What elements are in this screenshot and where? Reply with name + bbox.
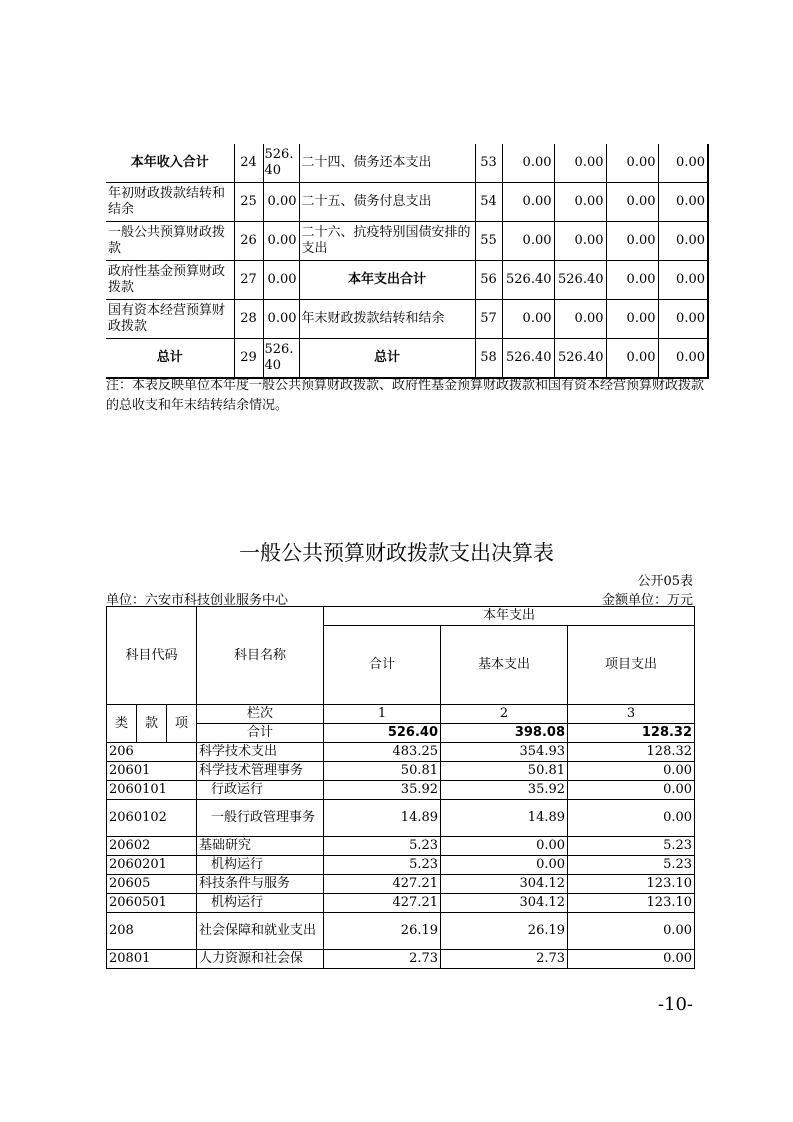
header-column-no: 栏次 [197, 705, 324, 724]
subject-name: 科技条件与服务 [197, 875, 324, 894]
row-project: 0.00 [568, 950, 695, 969]
row-total: 5.23 [324, 856, 441, 875]
income-item-value: 0.00 [263, 300, 299, 339]
row-project: 0.00 [568, 762, 695, 781]
income-item-name: 一般公共预算财政拨款 [106, 222, 234, 261]
subject-name: 人力资源和社会保 [197, 950, 324, 969]
income-item-name: 本年收入合计 [106, 144, 234, 183]
row-project: 5.23 [568, 856, 695, 875]
table-row [107, 800, 695, 837]
expense-value-4: 0.00 [658, 300, 708, 339]
expense-item-line: 54 [475, 183, 502, 222]
row-total: 26.19 [324, 913, 441, 950]
income-item-value: 526.40 [263, 144, 299, 183]
expense-item-line: 53 [475, 144, 502, 183]
unit-label: 单位：六安市科技创业服务中心 [106, 593, 289, 608]
header-row-1 [107, 607, 695, 626]
header-xiang: 项 [167, 705, 197, 743]
total-project: 128.32 [568, 724, 695, 743]
amount-unit-label: 金额单位：万元 [601, 593, 693, 608]
income-expense-summary-table [106, 144, 709, 379]
page-number: -10- [657, 994, 693, 1015]
subject-code: 206 [107, 743, 197, 762]
table-row [107, 837, 695, 856]
header-code: 科目代码 [107, 607, 197, 705]
income-item-line: 25 [234, 183, 263, 222]
expense-item-line: 57 [475, 300, 502, 339]
row-total: 14.89 [324, 800, 441, 837]
income-item-value: 526.40 [263, 339, 299, 379]
income-item-name: 国有资本经营预算财政拨款 [106, 300, 234, 339]
row-basic: 2.73 [441, 950, 568, 969]
row-total: 35.92 [324, 781, 441, 800]
table-row [107, 894, 695, 913]
expense-value-3: 0.00 [606, 339, 658, 379]
subject-code: 20605 [107, 875, 197, 894]
expense-value-3: 0.00 [606, 183, 658, 222]
expense-value-1: 526.40 [502, 339, 554, 379]
row-total: 50.81 [324, 762, 441, 781]
expense-value-3: 0.00 [606, 300, 658, 339]
subject-code: 20601 [107, 762, 197, 781]
header-lei: 类 [107, 705, 137, 743]
row-project: 128.32 [568, 743, 695, 762]
income-item-line: 29 [234, 339, 263, 379]
row-total: 427.21 [324, 894, 441, 913]
row-project: 123.10 [568, 875, 695, 894]
expense-item-line: 58 [475, 339, 502, 379]
header-name: 科目名称 [197, 607, 324, 705]
header-row-3 [107, 705, 695, 724]
expense-value-4: 0.00 [658, 144, 708, 183]
row-total: 5.23 [324, 837, 441, 856]
summary-row [106, 183, 708, 222]
expense-item-name: 二十五、债务付息支出 [299, 183, 475, 222]
expense-value-3: 0.00 [606, 144, 658, 183]
summary-table-body [106, 144, 708, 378]
income-item-name: 政府性基金预算财政拨款 [106, 261, 234, 300]
expense-item-name: 二十四、债务还本支出 [299, 144, 475, 183]
summary-row [106, 222, 708, 261]
table-row [107, 781, 695, 800]
subject-name: 机构运行 [197, 856, 324, 875]
row-project: 123.10 [568, 894, 695, 913]
row-basic: 354.93 [441, 743, 568, 762]
expense-value-2: 0.00 [554, 300, 606, 339]
row-project: 0.00 [568, 913, 695, 950]
subject-code: 20801 [107, 950, 197, 969]
expense-item-name: 二十六、抗疫特别国债安排的支出 [299, 222, 475, 261]
subject-name: 一般行政管理事务 [197, 800, 324, 837]
table-row [107, 950, 695, 969]
row-basic: 0.00 [441, 837, 568, 856]
expense-item-name: 本年支出合计 [299, 261, 475, 300]
table-row [107, 875, 695, 894]
expense-item-line: 55 [475, 222, 502, 261]
summary-row [106, 339, 708, 379]
expense-value-1: 0.00 [502, 222, 554, 261]
total-total: 526.40 [324, 724, 441, 743]
expense-value-2: 0.00 [554, 144, 606, 183]
expense-value-1: 0.00 [502, 183, 554, 222]
income-item-value: 0.00 [263, 183, 299, 222]
table-row [107, 913, 695, 950]
subject-code: 2060102 [107, 800, 197, 837]
row-basic: 26.19 [441, 913, 568, 950]
expense-value-4: 0.00 [658, 222, 708, 261]
row-basic: 35.92 [441, 781, 568, 800]
header-col3: 3 [568, 705, 695, 724]
subject-name: 科学技术支出 [197, 743, 324, 762]
page-title: 一般公共预算财政拨款支出决算表 [239, 541, 554, 565]
subject-code: 20602 [107, 837, 197, 856]
header-total: 合计 [324, 626, 441, 705]
subject-name: 机构运行 [197, 894, 324, 913]
subject-name: 科学技术管理事务 [197, 762, 324, 781]
row-total: 483.25 [324, 743, 441, 762]
row-project: 5.23 [568, 837, 695, 856]
header-col2: 2 [441, 705, 568, 724]
header-current-year: 本年支出 [324, 607, 695, 626]
expense-value-2: 526.40 [554, 261, 606, 300]
header-col1: 1 [324, 705, 441, 724]
income-item-line: 26 [234, 222, 263, 261]
row-project: 0.00 [568, 781, 695, 800]
total-basic: 398.08 [441, 724, 568, 743]
row-total: 2.73 [324, 950, 441, 969]
expense-value-2: 0.00 [554, 222, 606, 261]
row-basic: 304.12 [441, 875, 568, 894]
header-kuan: 款 [137, 705, 167, 743]
subject-code: 2060201 [107, 856, 197, 875]
row-project: 0.00 [568, 800, 695, 837]
subject-name: 基础研究 [197, 837, 324, 856]
expense-value-1: 0.00 [502, 144, 554, 183]
expense-value-4: 0.00 [658, 183, 708, 222]
row-basic: 304.12 [441, 894, 568, 913]
income-item-line: 27 [234, 261, 263, 300]
expense-value-2: 0.00 [554, 183, 606, 222]
row-basic: 0.00 [441, 856, 568, 875]
table-row [107, 762, 695, 781]
income-item-value: 0.00 [263, 222, 299, 261]
expense-value-3: 0.00 [606, 261, 658, 300]
summary-row [106, 144, 708, 183]
table-note: 注：本表反映单位本年度一般公共预算财政拨款、政府性基金预算财政拨款和国有资本经营预算财政拨款的总收支和年末结转结余情况。 [106, 378, 705, 413]
row-basic: 14.89 [441, 800, 568, 837]
expense-value-1: 526.40 [502, 261, 554, 300]
expense-value-1: 0.00 [502, 300, 554, 339]
subject-code: 2060101 [107, 781, 197, 800]
summary-row [106, 300, 708, 339]
expense-item-name: 年末财政拨款结转和结余 [299, 300, 475, 339]
subject-name: 社会保障和就业支出 [197, 913, 324, 950]
expense-value-4: 0.00 [658, 339, 708, 379]
row-basic: 50.81 [441, 762, 568, 781]
income-item-value: 0.00 [263, 261, 299, 300]
expense-item-line: 56 [475, 261, 502, 300]
expenditure-table [106, 606, 695, 969]
row-total: 427.21 [324, 875, 441, 894]
table-row [107, 856, 695, 875]
summary-row [106, 261, 708, 300]
subject-code: 208 [107, 913, 197, 950]
subject-code: 2060501 [107, 894, 197, 913]
income-item-name: 总计 [106, 339, 234, 379]
table-row [107, 743, 695, 762]
header-basic: 基本支出 [441, 626, 568, 705]
header-project: 项目支出 [568, 626, 695, 705]
income-item-line: 24 [234, 144, 263, 183]
income-item-name: 年初财政拨款结转和结余 [106, 183, 234, 222]
expenditure-table-body [107, 607, 695, 969]
expense-value-2: 526.40 [554, 339, 606, 379]
income-item-line: 28 [234, 300, 263, 339]
total-label: 合计 [197, 724, 324, 743]
form-number: 公开05表 [637, 574, 693, 589]
expense-value-3: 0.00 [606, 222, 658, 261]
expense-value-4: 0.00 [658, 261, 708, 300]
expense-item-name: 总计 [299, 339, 475, 379]
subject-name: 行政运行 [197, 781, 324, 800]
